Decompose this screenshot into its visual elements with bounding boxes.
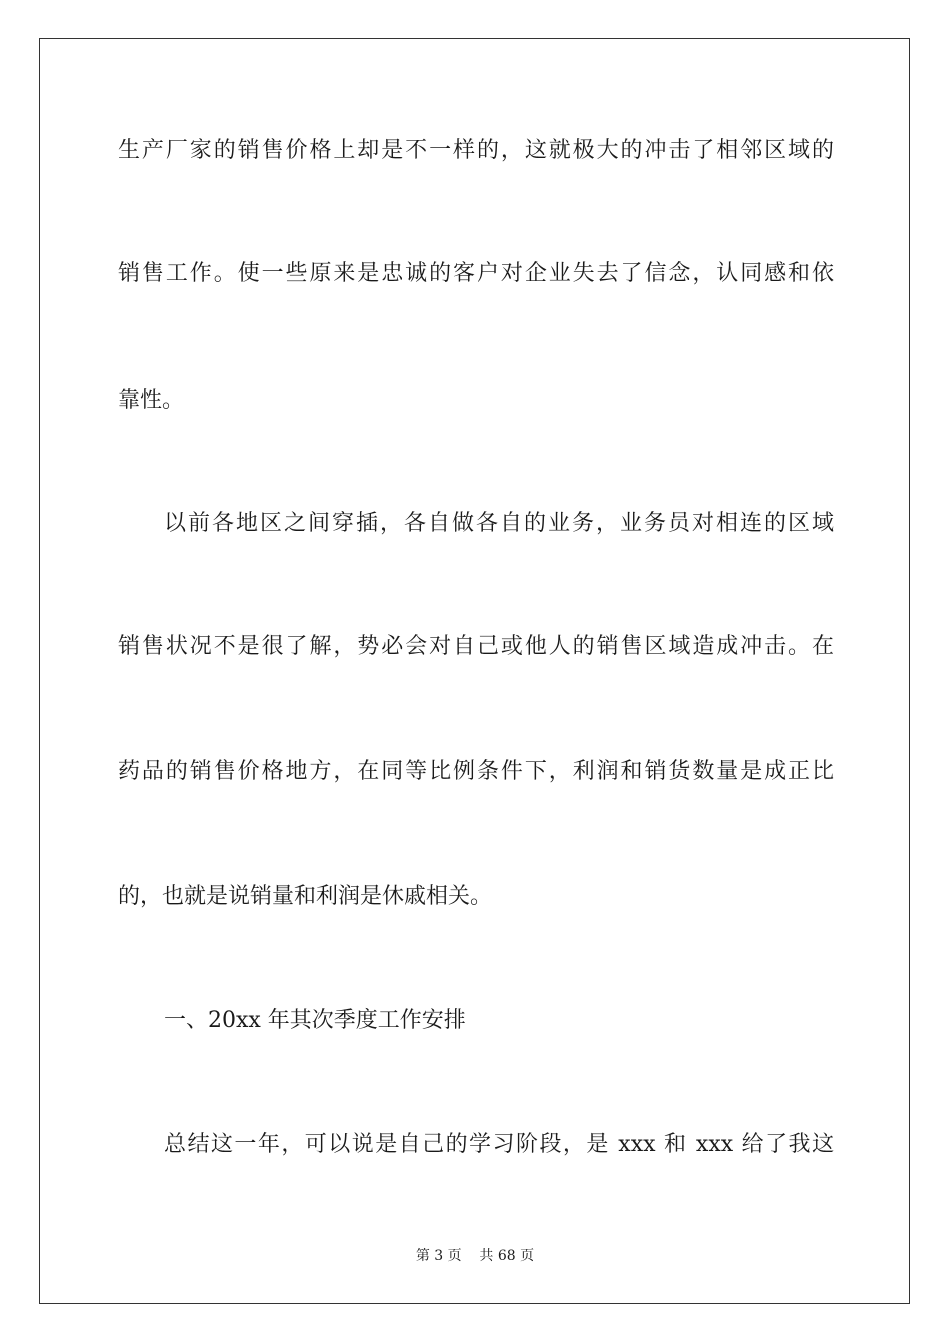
body-line-1: 生产厂家的销售价格上却是不一样的，这就极大的冲击了相邻区域的 [118,138,834,163]
body-line-2: 销售工作。使一些原来是忠诚的客户对企业失去了信念，认同感和依 [118,261,834,286]
body-line-7: 的，也就是说销量和利润是休戚相关。 [118,884,493,909]
body-line-9: 总结这一年，可以说是自己的学习阶段，是 xxx 和 xxx 给了我这 [164,1132,834,1157]
body-line-6: 药品的销售价格地方，在同等比例条件下，利润和销货数量是成正比 [118,759,834,784]
body-line-5: 销售状况不是很了解，势必会对自己或他人的销售区域造成冲击。在 [118,634,834,659]
body-line-4: 以前各地区之间穿插，各自做各自的业务，业务员对相连的区域 [164,511,834,536]
body-line-3: 靠性。 [118,388,185,413]
page-border [39,38,910,1304]
section-heading: 一、20xx 年其次季度工作安排 [164,1008,466,1033]
page-footer: 第 3 页 共 68 页 [415,1248,535,1264]
